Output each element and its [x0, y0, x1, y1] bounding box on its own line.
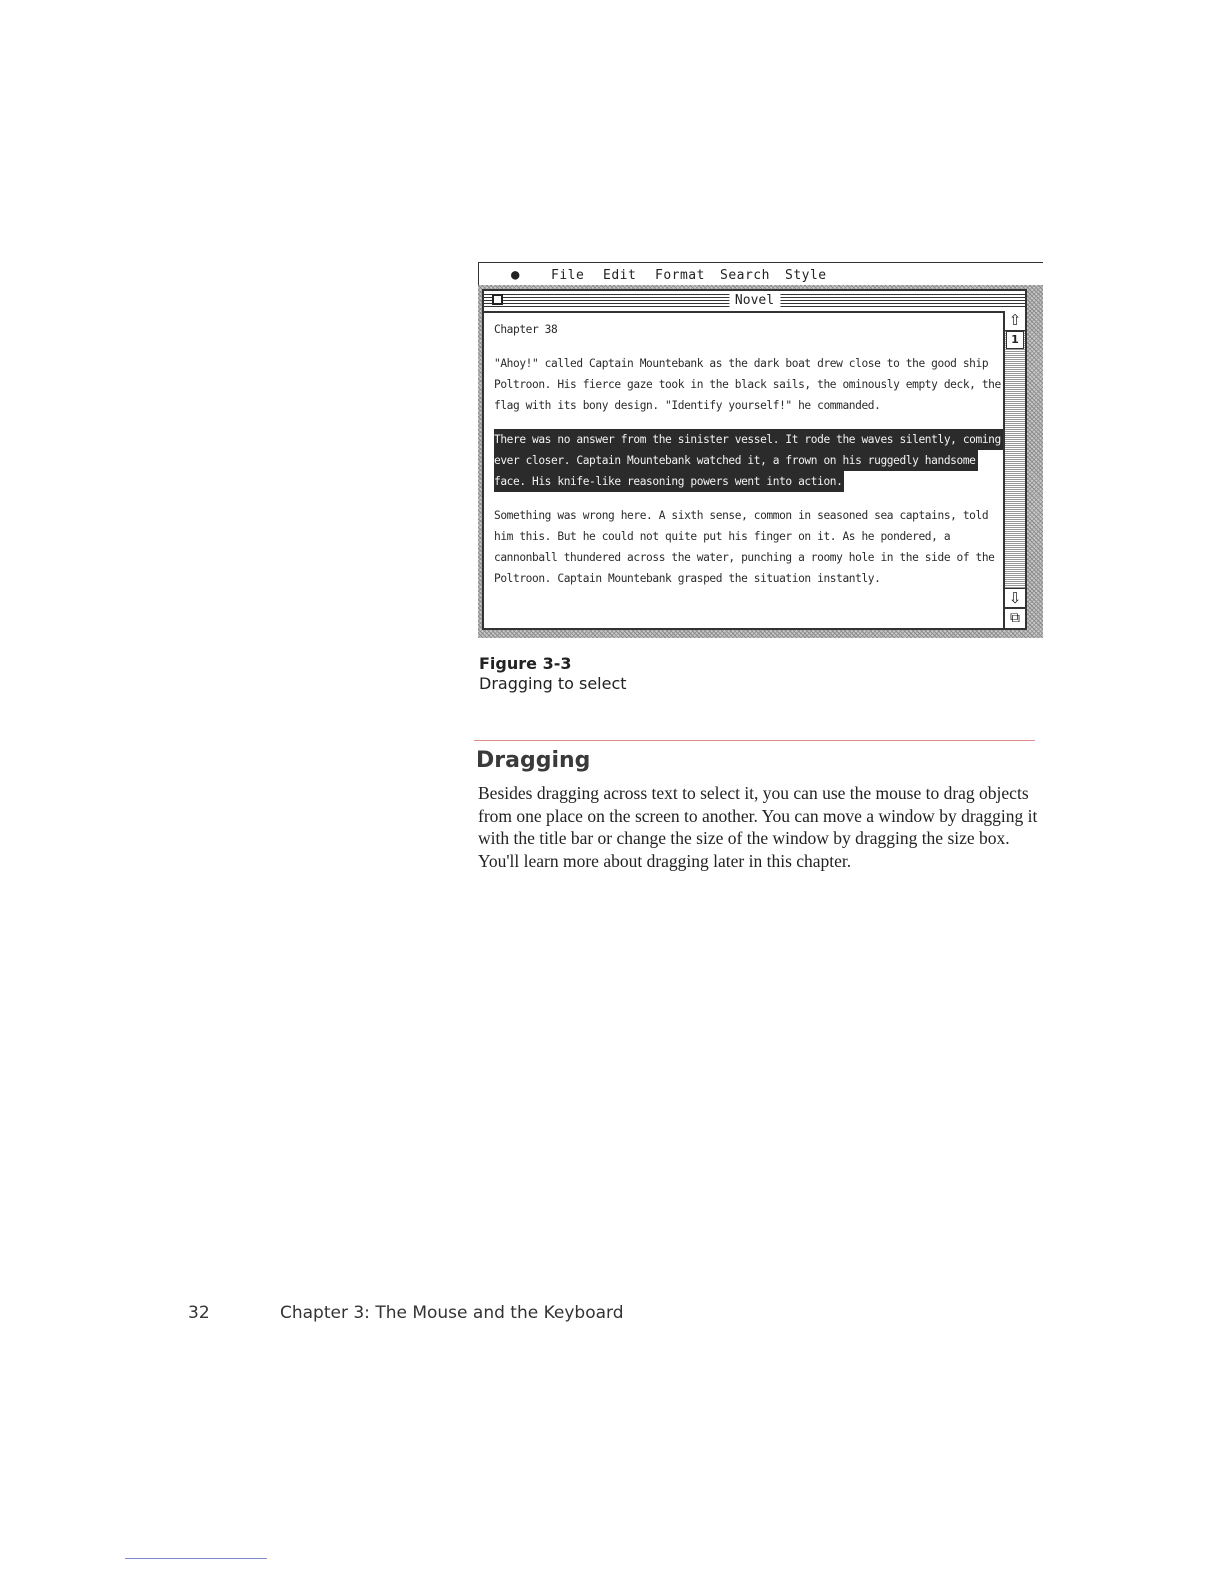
desktop-pattern [478, 285, 1043, 638]
apple-menu-icon[interactable]: ● [511, 267, 520, 283]
window-title: Novel [729, 292, 780, 309]
body-paragraph: Besides dragging across text to select it, you can use the mouse to drag objects from one place on the screen to another. You can move a window by dragging it with the title bar or change the size of the window by dragging the size box. You'll learn more about dragging later in this chapter. [478, 783, 1038, 871]
figure-label: Figure 3-3 [479, 654, 572, 673]
close-box-icon[interactable] [492, 294, 503, 305]
figure-description: Dragging to select [479, 674, 627, 693]
text-line: him this. But he could not quite put his finger on it. As he pondered, a [494, 530, 951, 543]
selected-text-line: face. His knife-like reasoning powers went into action. [494, 471, 844, 492]
selected-paragraph[interactable] [494, 429, 1001, 492]
menu-edit[interactable]: Edit [603, 268, 637, 283]
text-line: cannonball thundered across the water, punching a roomy hole in the side of the [494, 551, 995, 564]
running-footer: Chapter 3: The Mouse and the Keyboard [280, 1303, 624, 1323]
menu-search[interactable]: Search [720, 268, 770, 283]
menu-style[interactable]: Style [785, 268, 827, 283]
scroll-up-arrow-icon[interactable]: ⇧ [1005, 311, 1025, 331]
size-box-icon[interactable]: ⧉ [1005, 608, 1025, 628]
text-line: flag with its bony design. "Identify yourself!" he commanded. [494, 399, 881, 412]
vertical-scrollbar[interactable] [1003, 311, 1025, 628]
text-line: "Ahoy!" called Captain Mountebank as the dark boat drew close to the good ship [494, 357, 989, 370]
menu-bar [478, 262, 1043, 287]
section-divider [474, 740, 1035, 741]
section-heading: Dragging [476, 748, 591, 773]
selected-text-line: There was no answer from the sinister vessel. It rode the waves silently, coming [494, 429, 1003, 450]
bottom-rule [125, 1558, 267, 1559]
page-number: 32 [188, 1303, 210, 1323]
paragraph-1 [494, 353, 1001, 416]
text-line: Something was wrong here. A sixth sense, common in seasoned sea captains, told [494, 509, 989, 522]
figure-screenshot [478, 262, 1043, 638]
text-line: Poltroon. His fierce gaze took in the black sails, the ominously empty deck, the [494, 378, 1001, 391]
scroll-thumb[interactable]: 1 [1006, 331, 1024, 349]
chapter-heading: Chapter 38 [494, 323, 558, 336]
figure-caption [479, 654, 627, 694]
menu-format[interactable]: Format [655, 268, 705, 283]
paragraph-3 [494, 505, 994, 589]
scroll-down-arrow-icon[interactable]: ⇩ [1005, 588, 1025, 608]
menu-file[interactable]: File [551, 268, 585, 283]
selected-text-line: ever closer. Captain Mountebank watched it, a frown on his ruggedly handsome [494, 450, 978, 471]
title-bar[interactable] [484, 291, 1025, 313]
text-line: Poltroon. Captain Mountebank grasped the situation instantly. [494, 572, 881, 585]
document-window [482, 289, 1027, 630]
document-text-area[interactable] [494, 319, 1001, 589]
